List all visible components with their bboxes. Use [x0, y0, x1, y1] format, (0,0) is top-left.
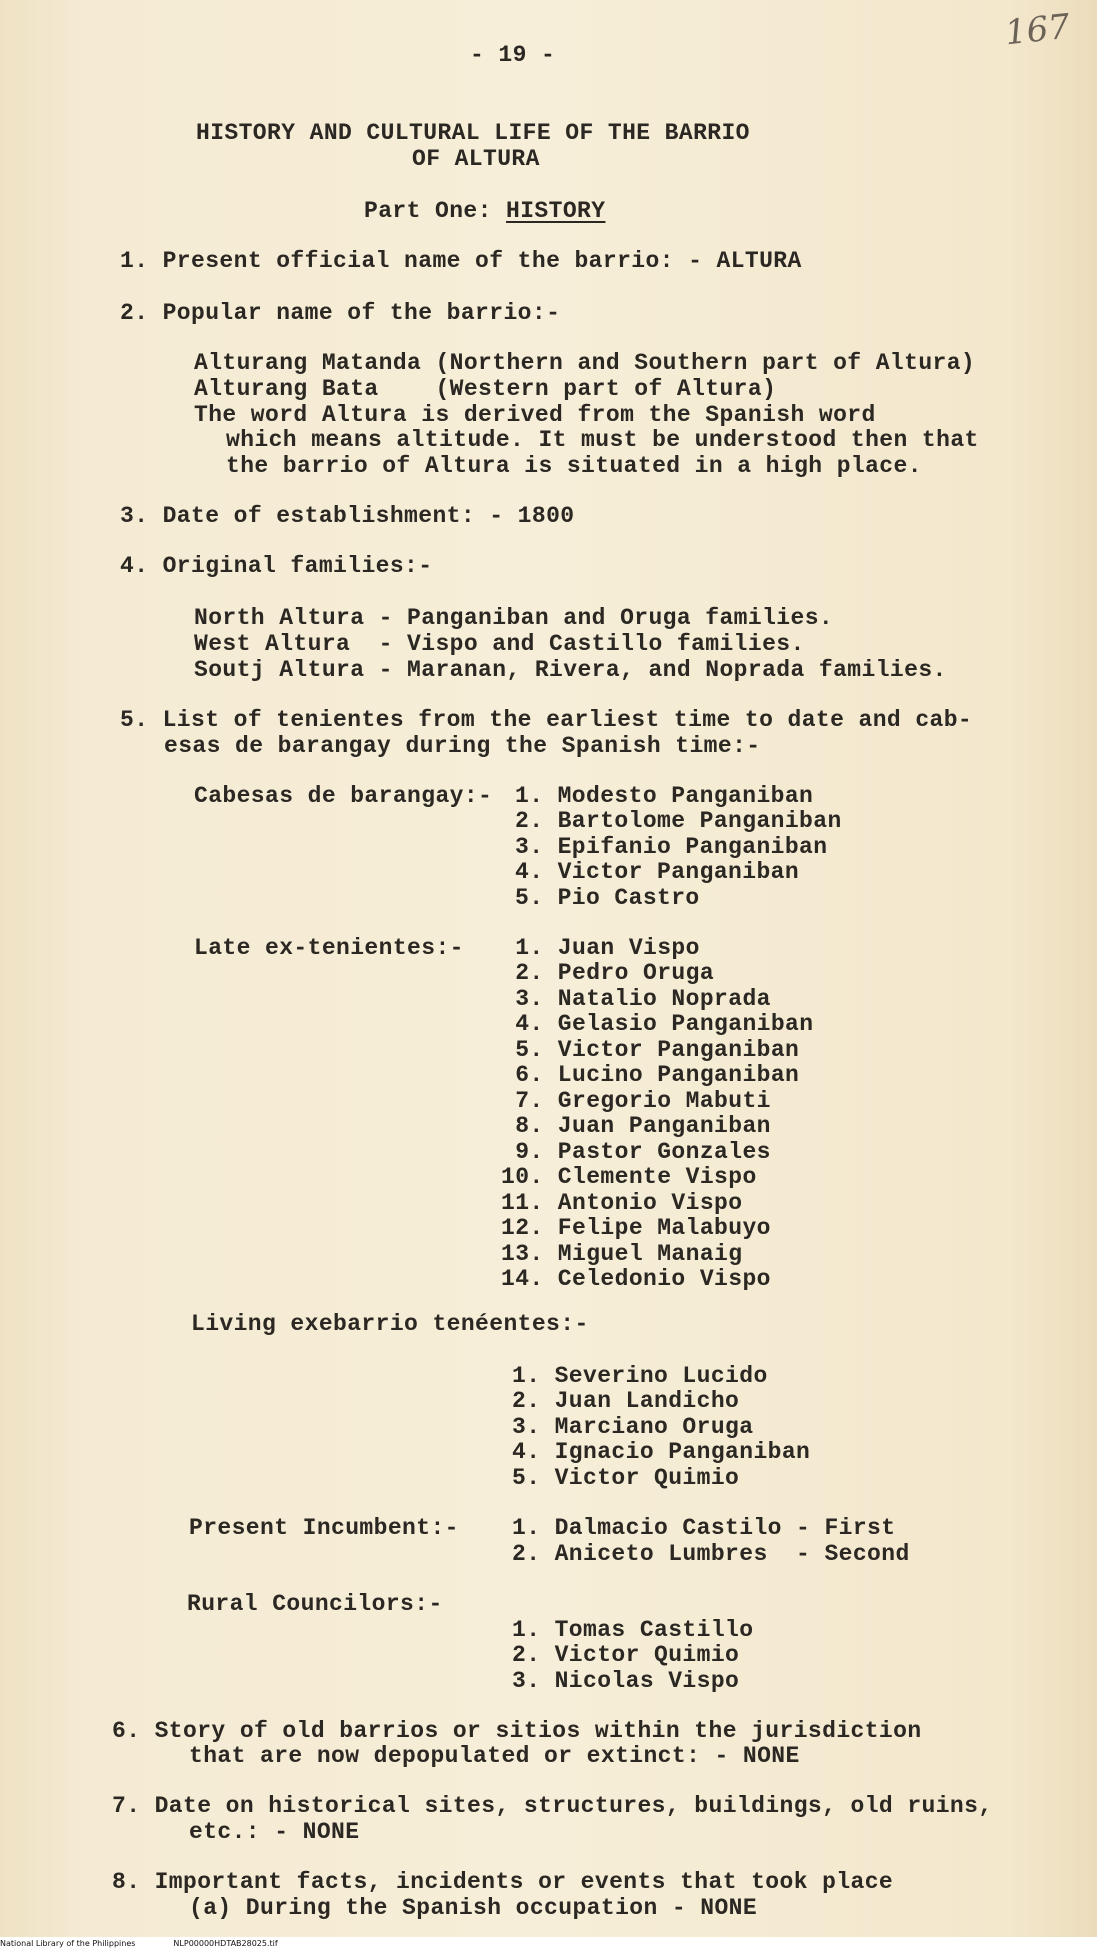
handwritten-page-number: 167: [1003, 6, 1072, 54]
late-teniente: 3. Natalio Noprada: [501, 986, 771, 1012]
item-6-line-1: 6. Story of old barrios or sitios within the jurisdiction: [112, 1718, 922, 1744]
cabesas-item: 3. Epifanio Panganiban: [515, 834, 828, 860]
footer-filename: NLP00000HDTAB28025.tif: [173, 1939, 278, 1948]
rural-councilor: 1. Tomas Castillo: [512, 1617, 754, 1643]
item-4: 4. Original families:-: [120, 553, 433, 579]
item-2-line-4: which means altitude. It must be understood then that: [226, 427, 979, 453]
rural-councilor: 3. Nicolas Vispo: [512, 1668, 740, 1694]
item-4-line-1: North Altura - Panganiban and Oruga families.: [194, 605, 834, 631]
late-teniente: 11. Antonio Vispo: [501, 1190, 743, 1216]
living-teniente: 2. Juan Landicho: [512, 1388, 740, 1414]
late-teniente: 7. Gregorio Mabuti: [501, 1088, 771, 1114]
part-name: HISTORY: [506, 198, 606, 224]
present-incumbent: 2. Aniceto Lumbres - Second: [512, 1541, 910, 1567]
title-line-1: HISTORY AND CULTURAL LIFE OF THE BARRIO: [196, 120, 750, 146]
living-tenientes-label: Living exebarrio tenéentes:-: [191, 1311, 589, 1337]
item-7-line-1: 7. Date on historical sites, structures, buildings, old ruins,: [112, 1793, 993, 1819]
late-teniente: 14. Celedonio Vispo: [501, 1266, 771, 1292]
late-teniente: 4. Gelasio Panganiban: [501, 1011, 814, 1037]
part-prefix: Part One:: [364, 198, 507, 224]
item-7-line-2: etc.: - NONE: [189, 1819, 360, 1845]
living-teniente: 5. Victor Quimio: [512, 1465, 740, 1491]
late-teniente: 1. Juan Vispo: [501, 935, 700, 961]
item-2-line-3: The word Altura is derived from the Spanish word: [194, 402, 876, 428]
item-2-line-5: the barrio of Altura is situated in a high place.: [226, 453, 922, 479]
late-teniente: 13. Miguel Manaig: [501, 1241, 743, 1267]
present-incumbent: 1. Dalmacio Castilo - First: [512, 1515, 896, 1541]
item-1: 1. Present official name of the barrio: - ALTURA: [120, 248, 802, 274]
scan-footer: [0, 1937, 1097, 1950]
item-4-line-2: West Altura - Vispo and Castillo families.: [194, 631, 805, 657]
late-teniente: 8. Juan Panganiban: [501, 1113, 771, 1139]
present-incumbent-label: Present Incumbent:-: [189, 1515, 459, 1541]
footer-library: National Library of the Philippines: [0, 1939, 136, 1948]
title-line-2: OF ALTURA: [412, 146, 540, 172]
late-teniente: 6. Lucino Panganiban: [501, 1062, 800, 1088]
item-8-line-2: (a) During the Spanish occupation - NONE: [189, 1895, 758, 1921]
part-heading: [364, 198, 605, 224]
living-teniente: 1. Severino Lucido: [512, 1363, 768, 1389]
rural-councilor: 2. Victor Quimio: [512, 1642, 740, 1668]
item-8-line-1: 8. Important facts, incidents or events that took place: [112, 1869, 894, 1895]
cabesas-item: 5. Pio Castro: [515, 885, 700, 911]
late-teniente: 2. Pedro Oruga: [501, 960, 715, 986]
cabesas-item: 4. Victor Panganiban: [515, 859, 800, 885]
late-teniente: 9. Pastor Gonzales: [501, 1139, 771, 1165]
item-2: 2. Popular name of the barrio:-: [120, 300, 561, 326]
cabesas-label: Cabesas de barangay:-: [194, 783, 493, 809]
late-tenientes-label: Late ex-tenientes:-: [194, 935, 464, 961]
living-teniente: 3. Marciano Oruga: [512, 1414, 754, 1440]
item-2-line-1: Alturang Matanda (Northern and Southern part of Altura): [194, 350, 976, 376]
item-6-line-2: that are now depopulated or extinct: - NONE: [189, 1743, 800, 1769]
living-teniente: 4. Ignacio Panganiban: [512, 1439, 811, 1465]
item-5-line-1: 5. List of tenientes from the earliest time to date and cab-: [120, 707, 973, 733]
item-4-line-3: Soutj Altura - Maranan, Rivera, and Noprada families.: [194, 657, 947, 683]
page-number: - 19 -: [470, 42, 556, 68]
cabesas-item: 2. Bartolome Panganiban: [515, 808, 842, 834]
item-5-line-2: esas de barangay during the Spanish time:-: [164, 733, 761, 759]
cabesas-item: 1. Modesto Panganiban: [515, 783, 814, 809]
item-3: 3. Date of establishment: - 1800: [120, 503, 575, 529]
late-teniente: 10. Clemente Vispo: [501, 1164, 757, 1190]
late-teniente: 5. Victor Panganiban: [501, 1037, 800, 1063]
item-2-line-2: Alturang Bata (Western part of Altura): [194, 376, 777, 402]
late-teniente: 12. Felipe Malabuyo: [501, 1215, 771, 1241]
rural-councilors-label: Rural Councilors:-: [187, 1591, 443, 1617]
